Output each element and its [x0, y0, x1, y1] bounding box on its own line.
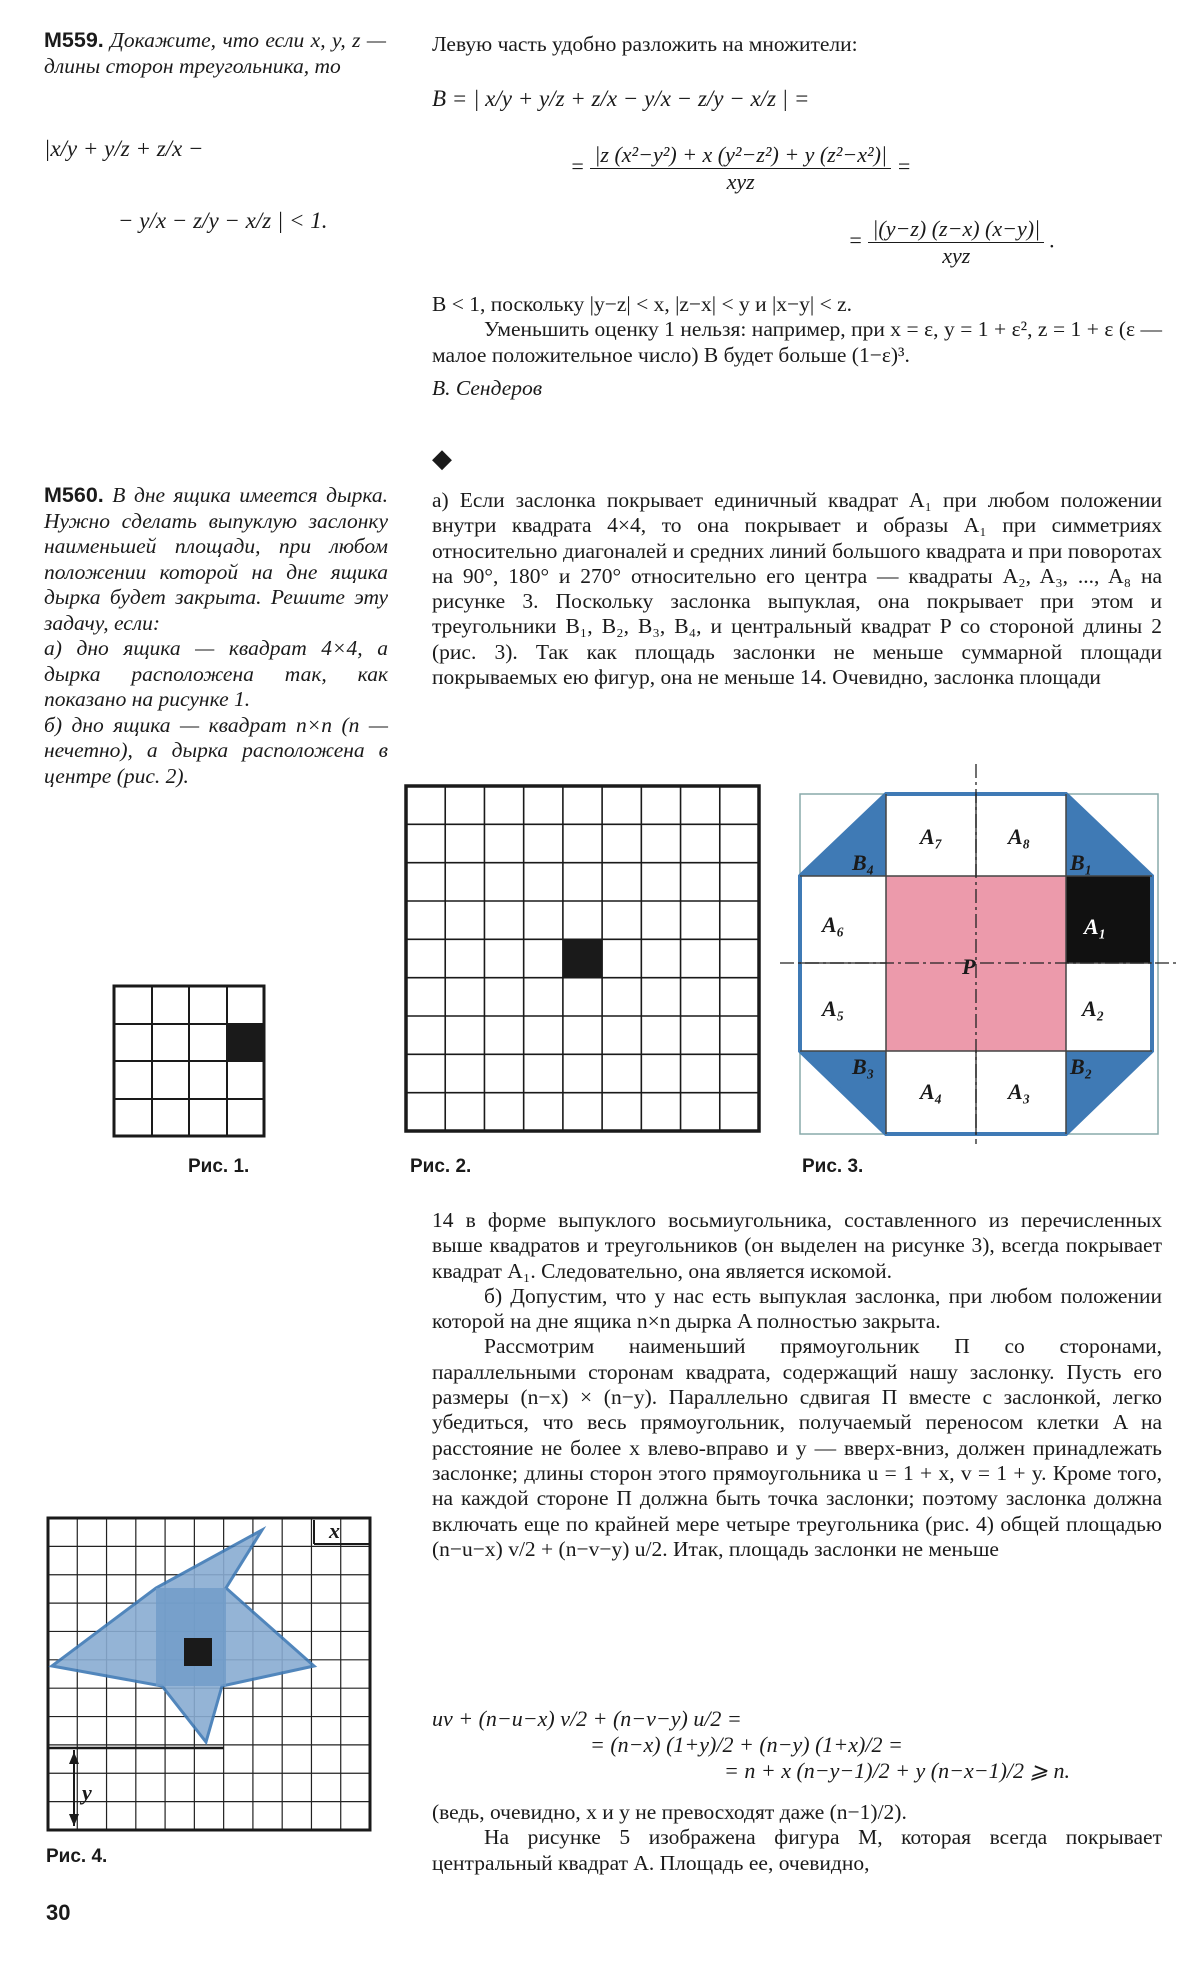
m560-solution-b1: б) Допустим, что у нас есть выпуклая заслонка, при любом положении которой на дне ящика n×n дырка A полностью закрыта. — [432, 1283, 1162, 1334]
figure-1 — [112, 984, 268, 1140]
figure-3-caption: Рис. 3. — [802, 1156, 864, 1177]
eq2-sign: = — [570, 153, 585, 179]
m560-fig5-text: На рисунке 5 изображена фигура M, которая всегда покрывает центральный квадрат A. Площадь ее, очевидно, — [432, 1825, 1162, 1875]
m559-estimate: Уменьшить оценку 1 нельзя: например, при x = ε, y = 1 + ε², z = 1 + ε (ε — малое положительное число) B будет больше (1−ε)³. — [432, 317, 1162, 367]
m560-head: М560. — [44, 483, 104, 507]
m559-inequality-line2: − y/x − z/y − x/z | < 1. — [118, 208, 328, 233]
label-A2: A₂ — [1082, 996, 1105, 1021]
m559-statement: Докажите, что если x, y, z — длины сторон треугольника, то — [44, 28, 386, 78]
label-A5: A₅ — [822, 996, 845, 1021]
eq3-numerator: |(y−z) (z−x) (x−y)| — [868, 216, 1044, 243]
label-y: y — [82, 1780, 92, 1805]
m560-item-a: а) дно ящика — квадрат 4×4, а дырка расположена так, как показано на рисунке 1. — [44, 636, 388, 711]
label-B2: B₂ — [1070, 1054, 1093, 1079]
m560-continuation: 14 в форме выпуклого восьмиугольника, составленного из перечисленных выше квадратов и треугольников (он выделен на рисунке 3), всегда покрывает квадрат A₁. Следовательно, она является искомой. — [432, 1208, 1162, 1283]
figure-4 — [44, 1514, 374, 1836]
m559-author — [432, 376, 1162, 401]
m559-equation-2 — [570, 142, 1040, 195]
m559-statement-block — [44, 28, 386, 79]
label-A4: A₄ — [920, 1079, 943, 1104]
figure-1-caption: Рис. 1. — [188, 1156, 250, 1177]
label-P: P — [962, 954, 976, 979]
figure-4-caption: Рис. 4. — [46, 1846, 108, 1867]
label-A8: A₈ — [1008, 824, 1031, 849]
m559-equation-1: B = | x/y + y/z + z/x − y/x − z/y − x/z | = — [432, 86, 810, 111]
figure-3 — [780, 764, 1180, 1144]
inner-rectangle — [156, 1588, 226, 1686]
label-B3: B₃ — [852, 1054, 875, 1079]
m560-solution-a-block — [432, 488, 1162, 690]
label-x: x — [329, 1518, 340, 1543]
label-B4: B₄ — [852, 850, 875, 875]
eq3-sign: = — [848, 227, 863, 253]
label-A1: A₁ — [1084, 914, 1107, 939]
page-number: 30 — [46, 1900, 71, 1925]
m560-item-b: б) дно ящика — квадрат n×n (n — нечетно), а дырка расположена в центре (рис. 2). — [44, 712, 388, 788]
m559-solution-intro: Левую часть удобно разложить на множители: — [432, 32, 858, 56]
m560-final-block — [432, 1800, 1162, 1876]
eq3-denominator: xyz — [942, 243, 971, 268]
label-B1: B₁ — [1070, 850, 1093, 875]
m560-equation-b: = (n−x) (1+y)/2 + (n−y) (1+x)/2 = — [590, 1732, 903, 1757]
author-name: В. Сендеров — [432, 375, 543, 400]
m560-solution-a: а) Если заслонка покрывает единичный квадрат A₁ при любом положении внутри квадрата 4×4, то она покрывает и образы A₁ при симметриях относительно диагоналей и средних линий большого квадрата и при поворотах на 90°, 180° и 270° относительно его центра — квадраты A₂, A₃, ..., A₈ на рисунке 3. Поскольку заслонка выпуклая, она покрывает при этом и треугольники B₁, B₂, B₃, B₄, и центральный квадрат P со стороной длины 2 (рис. 3). Так как площадь заслонки не меньше суммарной площади покрываемых ею фигур, она не меньше 14. Очевидно, заслонка площади — [432, 488, 1162, 690]
label-A3: A₃ — [1008, 1079, 1031, 1104]
square-A1 — [1066, 876, 1152, 963]
m560-solution-b2: Рассмотрим наименьший прямоугольник П со сторонами, параллельными сторонам квадрата, содержащий нашу заслонку. Пусть его размеры (n−x) × (n−y). Параллельно сдвигая П вместе с заслонкой, легко убедиться, что весь прямоугольник, получаемый переносом клетки A на расстояние не более x влево-вправо и y — вверх-вниз, должен принадлежать заслонке; длины сторон этого прямоугольника u = 1 + x, v = 1 + y. Кроме того, на каждой стороне П должна быть точка заслонки; поэтому заслонка должна включать еще по крайней мере четыре треугольника (рис. 4) общей площадью (n−u−x) v/2 + (n−v−y) u/2. Итак, площадь заслонки не меньше — [432, 1334, 1162, 1561]
m560-statement-block — [44, 483, 388, 789]
m560-equation-c: = n + x (n−y−1)/2 + y (n−x−1)/2 ⩾ n. — [724, 1758, 1070, 1783]
m560-remark: (ведь, очевидно, x и y не превосходят даже (n−1)/2). — [432, 1800, 907, 1824]
m560-continuation-block — [432, 1208, 1162, 1562]
figure-2-caption: Рис. 2. — [410, 1156, 472, 1177]
hole-square — [563, 940, 602, 978]
eq2-fraction — [590, 142, 891, 195]
eq2-trailing-sign: = — [896, 153, 912, 179]
m559-solution-text — [432, 292, 1162, 401]
m559-head: М559. — [44, 28, 104, 52]
m559-since: B < 1, поскольку |y−z| < x, |z−x| < y и |x−y| < z. — [432, 292, 853, 316]
figure-2 — [404, 784, 762, 1134]
m560-equation-a: uv + (n−u−x) v/2 + (n−v−y) u/2 = — [432, 1706, 742, 1731]
m559-equation-3 — [848, 216, 1168, 269]
hole-square — [227, 1024, 264, 1061]
eq2-denominator: xyz — [726, 169, 755, 194]
eq3-end: . — [1049, 227, 1056, 253]
m559-inequality-line1: |x/y + y/z + z/x − — [44, 136, 204, 161]
eq3-fraction — [868, 216, 1044, 269]
hole-square — [184, 1638, 212, 1666]
label-A6: A₆ — [822, 912, 845, 937]
m560-statement: В дне ящика имеется дырка. Нужно сделать выпуклую заслонку наименьшей площади, при любом положении которой на дне ящика дырка будет закрыта. Решите эту задачу, если: — [44, 483, 389, 635]
label-A7: A₇ — [920, 824, 943, 849]
separator-diamond: ◆ — [432, 444, 452, 473]
eq2-numerator: |z (x²−y²) + x (y²−z²) + y (z²−x²)| — [590, 142, 891, 169]
